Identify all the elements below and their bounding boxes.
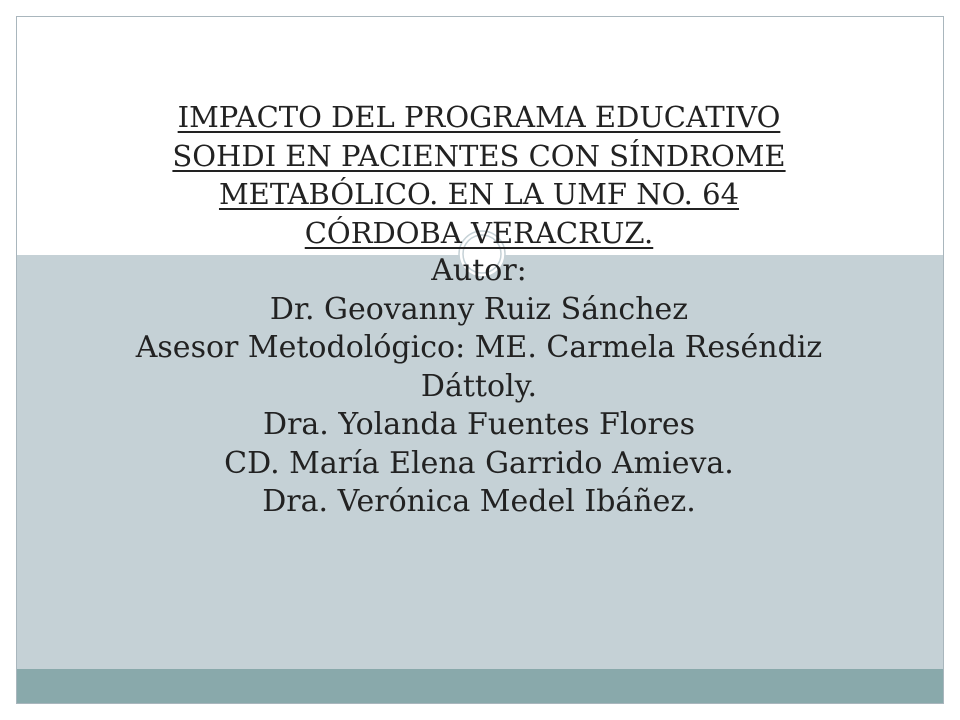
slide-text: [16, 98, 942, 522]
advisor-line-2: Dáttoly.: [420, 368, 538, 404]
collaborator-3: Dra. Verónica Medel Ibáñez.: [262, 484, 696, 519]
footer-bar: [17, 669, 943, 703]
title-line-1: IMPACTO DEL PROGRAMA EDUCATIVO: [177, 100, 781, 134]
collaborator-2: CD. María Elena Garrido Amieva.: [224, 445, 734, 481]
title-line-4: CÓRDOBA VERACRUZ.: [304, 215, 654, 250]
author-label: Autor:: [431, 253, 527, 288]
author-name: Dr. Geovanny Ruiz Sánchez: [269, 291, 689, 327]
collaborator-1: Dra. Yolanda Fuentes Flores: [263, 407, 695, 442]
advisor-line-1: Asesor Metodológico: ME. Carmela Reséndiz: [135, 330, 823, 365]
title-line-3: METABÓLICO. EN LA UMF NO. 64: [218, 177, 740, 211]
title-line-2: SOHDI EN PACIENTES CON SÍNDROME: [172, 138, 786, 173]
